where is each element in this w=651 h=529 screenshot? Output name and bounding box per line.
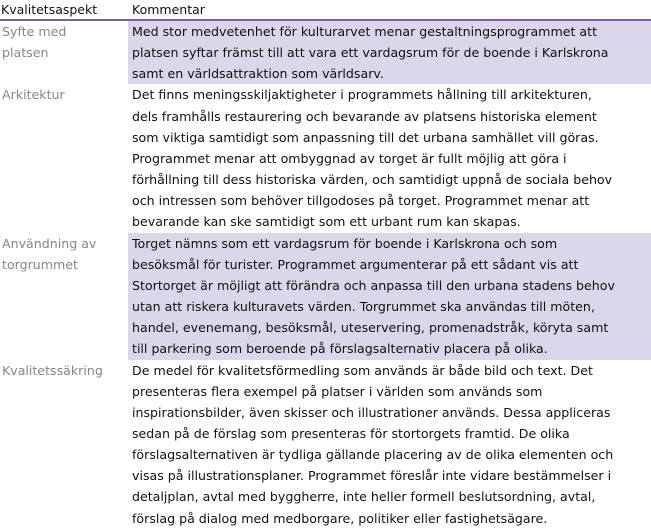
aspect-cell: Syfte med platsen xyxy=(2,24,67,61)
aspect-cell: Användning av torgrummet xyxy=(2,235,97,272)
header-comment: Kommentar xyxy=(132,2,205,17)
table-row xyxy=(0,84,651,232)
comment-cell: Det finns meningsskiljaktigheter i programmets hållning till arkitekturen, dels framhålls restaurering och bevarande av platsens historiska element som viktiga samtidigt som anpassning till det urbana samhället vill göras. Programmet menar att ombyggnad av torget är fullt möjlig att göra i förhållning till dess historiska värden, och samtidigt uppnå de sociala behov och intressen som behöver tillgodoses på torget. Programmet menar att bevarande kan ske samtidigt som ett urbant rum kan skapas. xyxy=(132,87,613,230)
comment-cell: Med stor medvetenhet för kulturarvet menar gestaltningsprogrammet att platsen syftar främst till att vara ett vardagsrum för de boende i Karlskrona samt en världsattraktion som världsarv. xyxy=(128,20,651,84)
header-aspect: Kvalitetsaspekt xyxy=(1,2,98,17)
table-row xyxy=(0,360,651,529)
table-row xyxy=(0,233,651,360)
comment-cell: Torget nämns som ett vardagsrum för boende i Karlskrona och som besöksmål för turister. Programmet argumenterar på ett sådant vis att Stortorget är möjligt att förändra och anpassa till den urbana stadens behov utan att riskera kulturavets värden. Torgrummet ska användas till möten, handel, evenemang, besöksmål, uteservering, promenadstråk, köryta samt till parkering som beroende på förslagsalternativ placera på olika. xyxy=(128,233,651,360)
aspect-cell: Kvalitetssäkring xyxy=(2,362,103,378)
aspect-cell: Arkitektur xyxy=(2,87,65,103)
table-row xyxy=(0,20,651,84)
header-row xyxy=(0,0,651,20)
comment-cell: De medel för kvalitetsförmedling som används är både bild och text. Det presenteras flera exempel på platser i världen som används som inspirationsbilder, även skisser och illustrationer används. Dessa appliceras sedan på de förslag som presenteras för stortorgets framtid. De olika förslagsalternativen är tydliga gällande placering av de olika elementen och visas på illustrationsplaner. Programmet föreslår inte vidare bestämmelser i detaljplan, avtal med byggherre, inte heller formell beslutsordning, avtal, förslag på dialog med medborgare, politiker eller fastighetsägare. xyxy=(132,362,614,526)
